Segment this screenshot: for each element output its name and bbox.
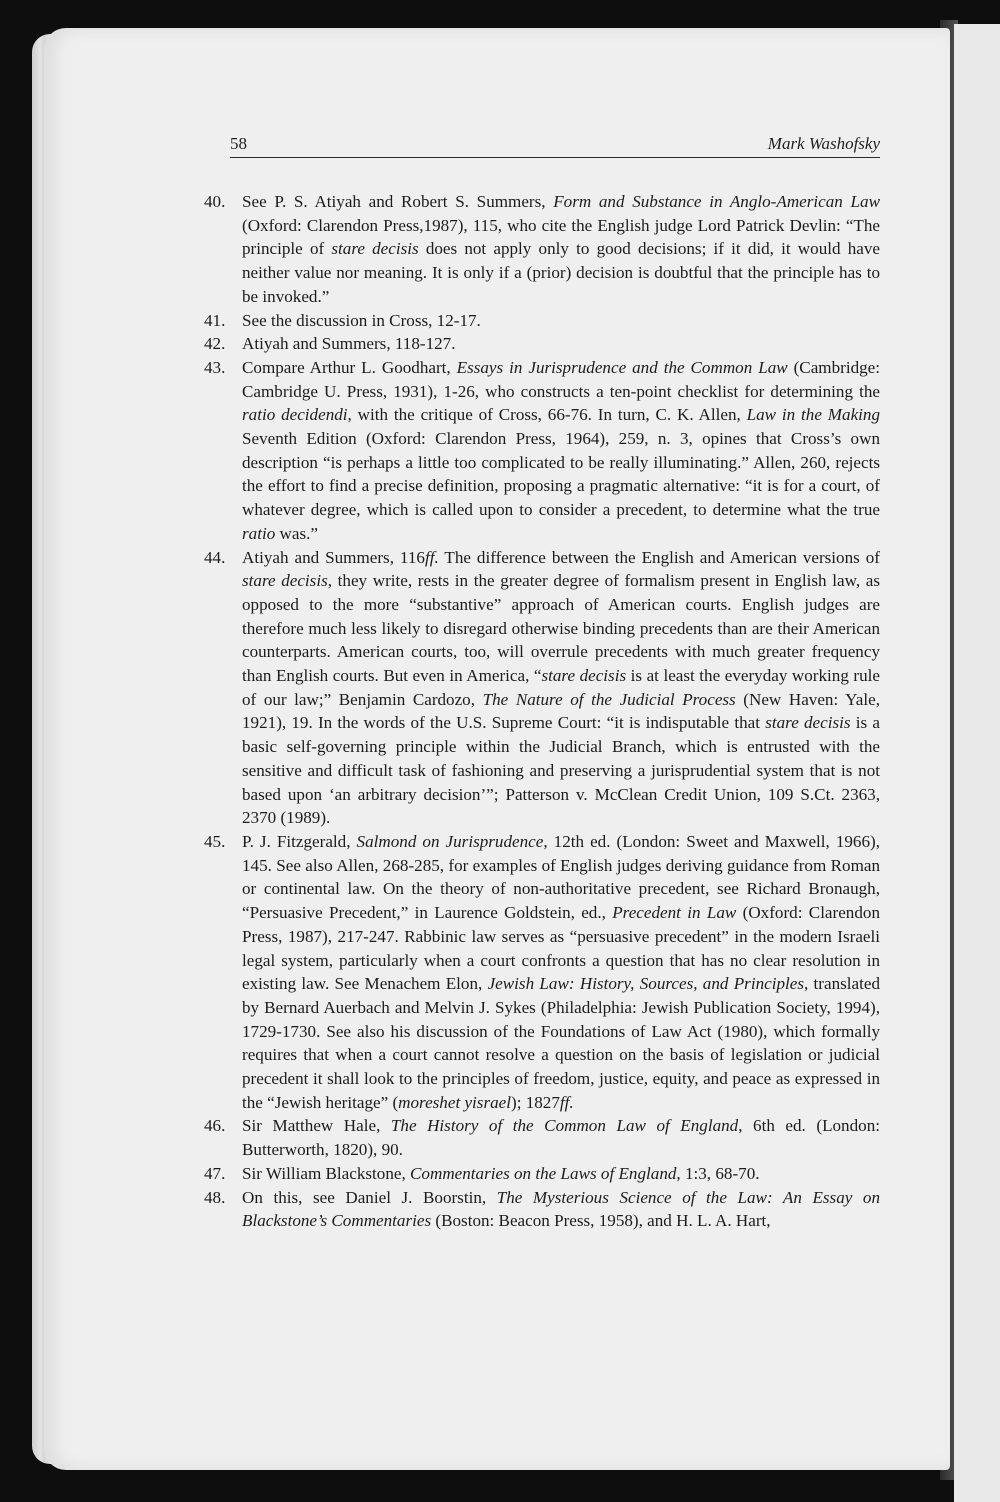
italic-title: stare decisis bbox=[242, 571, 328, 591]
note-segment: , translated by Bernard Auerbach and Melvin J. Sykes (Philadelphia: Jewish Publication Society, 1994), 1729-1730. See also his discussion of the Foundations of Law Act (1980), which formally requires that when a court cannot resolve a question on the basis of legislation or judicial precedent it shall look to the principles of freedom, justice, equity, and peace as expressed in the “Jewish heritage” ( bbox=[242, 974, 880, 1112]
endnote bbox=[204, 309, 880, 333]
italic-title: ff. bbox=[559, 1092, 574, 1112]
note-segment: (Cambridge: Cambridge U. Press, 1931), 1-26, who constructs a ten-point checklist for determining the bbox=[242, 357, 880, 401]
endnote-text bbox=[242, 1186, 880, 1233]
italic-title: Form and Substance in Anglo-American Law bbox=[553, 192, 880, 211]
italic-title: stare decisis bbox=[541, 666, 627, 686]
running-head-author: Mark Washofsky bbox=[767, 134, 880, 153]
note-segment: (New Haven: Yale, 1921), 19. In the words of the U.S. Supreme Court: “it is indisputable that bbox=[242, 689, 880, 733]
endnote-text bbox=[242, 190, 880, 309]
note-segment: See P. S. Atiyah and Robert S. Summers, bbox=[242, 192, 554, 211]
italic-title: The Mysterious Science of the Law: An Essay on Blackstone’s Commentaries bbox=[242, 1187, 880, 1231]
note-segment: The difference between the English and American versions of bbox=[438, 547, 881, 567]
endnote-number: 46. bbox=[204, 1116, 226, 1136]
italic-title: moreshet yisrael bbox=[398, 1092, 511, 1112]
note-segment: Sir William Blackstone, bbox=[242, 1163, 411, 1183]
endnote-number: 47. bbox=[204, 1163, 226, 1183]
note-segment: (Oxford: Clarendon Press,1987), 115, who cite the English judge Lord Patrick Devlin: “The principle of bbox=[242, 215, 880, 259]
italic-title: The History of the Common Law of England bbox=[390, 1116, 739, 1136]
facing-page-edge bbox=[954, 24, 1000, 1502]
endnote bbox=[204, 546, 880, 830]
endnote bbox=[204, 1162, 880, 1186]
note-segment: Sir Matthew Hale, bbox=[242, 1116, 391, 1136]
note-segment: , they write, rests in the greater degree of formalism present in English law, as opposed to the more “substantive” approach of American courts. English judges are therefore much less likely to disregard otherwise binding precedents than are their American counterparts. American courts, too, will overrule precedents with much greater frequency than English courts. But even in America, “ bbox=[242, 571, 880, 686]
endnote-text bbox=[242, 309, 880, 333]
note-segment: (Oxford: Clarendon Press, 1987), 217-247. Rabbinic law serves as “persuasive precedent” in the modern Israeli legal system, particularly when a court confronts a question that has no clear resolution in existing law. See Menachem Elon, bbox=[242, 903, 880, 994]
note-segment: Compare Arthur L. Goodhart, bbox=[242, 357, 457, 377]
note-segment: Seventh Edition (Oxford: Clarendon Press, 1964), 259, n. 3, opines that Cross’s own description “is perhaps a little too complicated to be really illuminating.” Allen, 260, rejects the effort to find a precise definition, proposing a pragmatic alternative: “it is for a court, of whatever degree, which is called upon to consider a precedent, to determine what the true bbox=[242, 429, 880, 520]
italic-title: stare decisis bbox=[331, 239, 419, 259]
italic-title: Precedent in Law bbox=[612, 903, 737, 923]
endnotes-list bbox=[204, 190, 880, 1233]
endnote bbox=[204, 356, 880, 546]
note-segment: On this, see Daniel J. Boorstin, bbox=[242, 1187, 497, 1207]
page-header bbox=[230, 134, 880, 158]
note-segment: Atiyah and Summers, 118-127. bbox=[242, 334, 456, 354]
endnote-text bbox=[242, 1114, 880, 1161]
page-number: 58 bbox=[230, 134, 247, 153]
endnote bbox=[204, 1186, 880, 1233]
note-segment: , 12th ed. (London: Sweet and Maxwell, 1966), 145. See also Allen, 268-285, for examples of English judges deriving guidance from Roman or continental law. On the theory of non-authoritative precedent, see Richard Bronaugh, “Persuasive Precedent,” in Laurence Goldstein, ed., bbox=[242, 831, 880, 923]
italic-title: Commentaries on the Laws of England bbox=[410, 1163, 677, 1183]
italic-title: stare decisis bbox=[765, 713, 851, 733]
note-segment: (Boston: Beacon Press, 1958), and H. L. A. Hart, bbox=[431, 1211, 771, 1231]
italic-title: Law in the Making bbox=[746, 405, 880, 425]
endnote-number: 43. bbox=[204, 357, 226, 377]
note-segment: Atiyah and Summers, 116 bbox=[242, 547, 425, 567]
note-segment: See the discussion in Cross, 12-17. bbox=[242, 310, 481, 330]
italic-title: ratio decidendi bbox=[242, 405, 348, 425]
endnote-number: 42. bbox=[204, 334, 226, 354]
endnote-number: 48. bbox=[204, 1187, 226, 1207]
note-segment: , 6th ed. (London: Butterworth, 1820), 90. bbox=[242, 1116, 880, 1160]
note-segment: P. J. Fitzgerald, bbox=[242, 831, 357, 851]
note-segment: is at least the everyday working rule of our law;” Benjamin Cardozo, bbox=[242, 666, 880, 709]
note-segment: was.” bbox=[275, 523, 318, 543]
endnote-text bbox=[242, 830, 880, 1114]
endnote-text bbox=[242, 1162, 880, 1186]
note-segment: does not apply only to good decisions; if it did, it would have neither value nor meaning. It is only if a (prior) decision is doubtful that the principle has to be invoked.” bbox=[242, 239, 880, 306]
endnote-text bbox=[242, 332, 880, 356]
endnote-text bbox=[242, 356, 880, 546]
italic-title: Salmond on Jurisprudence bbox=[356, 831, 544, 851]
note-segment: ); 1827 bbox=[511, 1092, 560, 1112]
italic-title: ff. bbox=[424, 547, 439, 567]
italic-title: The Nature of the Judicial Process bbox=[482, 689, 736, 709]
note-segment: , with the critique of Cross, 66-76. In turn, C. K. Allen, bbox=[347, 405, 747, 425]
endnote bbox=[204, 332, 880, 356]
italic-title: Essays in Jurisprudence and the Common Law bbox=[456, 357, 788, 377]
endnote-number: 40. bbox=[204, 192, 226, 211]
header-rule bbox=[230, 157, 880, 158]
endnote bbox=[204, 830, 880, 1114]
endnote-number: 45. bbox=[204, 831, 226, 851]
italic-title: ratio bbox=[242, 523, 276, 543]
endnote-number: 41. bbox=[204, 310, 226, 330]
note-segment: is a basic self-governing principle within the Judicial Branch, which is entrusted with the sensitive and difficult task of fashioning and preserving a jurisprudential system that is not based upon ‘an arbitrary decision’”; Patterson v. McClean Credit Union, 109 S.Ct. 2363, 2370 (1989). bbox=[242, 713, 880, 828]
note-segment: , 1:3, 68-70. bbox=[676, 1163, 760, 1183]
italic-title: Jewish Law: History, Sources, and Principles bbox=[487, 974, 804, 994]
endnote-number: 44. bbox=[204, 547, 226, 567]
endnote-text bbox=[242, 546, 880, 830]
endnote bbox=[204, 190, 880, 309]
endnote bbox=[204, 1114, 880, 1161]
